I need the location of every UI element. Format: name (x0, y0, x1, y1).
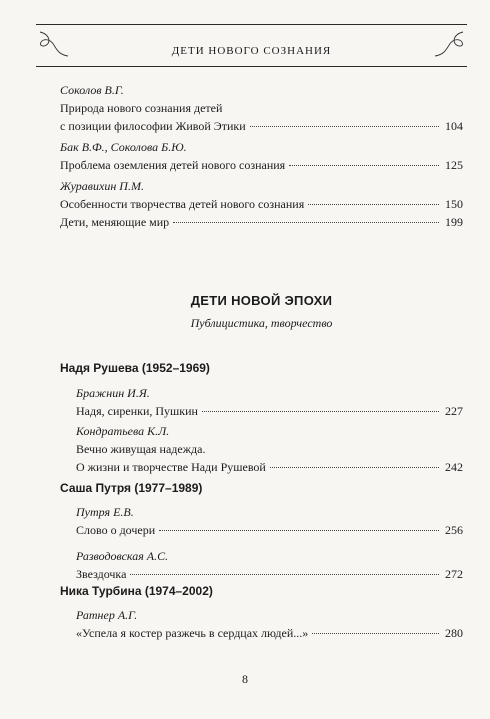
section-title: ДЕТИ НОВОЙ ЭПОХИ (190, 293, 333, 308)
dot-leader (130, 574, 439, 575)
entry-author: Путря Е.В. (76, 505, 134, 519)
dot-leader (289, 165, 439, 166)
header-rule-top (36, 24, 467, 25)
running-header-title: ДЕТИ НОВОГО СОЗНАНИЯ (171, 45, 332, 57)
entry-page-number: 280 (445, 626, 463, 640)
entry-title-line: Вечно живущая надежда. (76, 442, 206, 456)
entry-page-number: 150 (445, 197, 463, 211)
entry-author: Соколов В.Г. (60, 83, 124, 97)
toc-entry[interactable] (60, 213, 463, 231)
dot-leader (250, 126, 439, 127)
dot-leader (312, 633, 439, 634)
entry-title-line: с позиции философии Живой Этики (60, 119, 246, 133)
entry-author: Разводовская А.С. (76, 549, 169, 563)
entry-author: Бак В.Ф., Соколова Б.Ю. (60, 140, 187, 154)
entry-title-line: «Успела я костер разжечь в сердцах людей...» (76, 626, 309, 640)
entry-author: Бражнин И.Я. (76, 386, 150, 400)
entry-title-line: Надя, сиренки, Пушкин (76, 404, 198, 418)
header-flourish-right-ornament (425, 30, 465, 60)
person-heading: Саша Путря (1977–1989) (60, 481, 203, 495)
entry-title-line: Звездочка (76, 567, 127, 581)
entry-title-line: Слово о дочери (76, 523, 156, 537)
entry-page-number: 125 (445, 158, 463, 172)
entry-page-number: 272 (445, 567, 463, 581)
toc-entry[interactable] (76, 606, 463, 642)
toc-entry[interactable] (76, 547, 463, 583)
entry-title-line: О жизни и творчестве Нади Рушевой (76, 460, 266, 474)
toc-entry[interactable] (60, 138, 463, 174)
entry-title-line: Природа нового сознания детей (60, 101, 223, 115)
entry-page-number: 104 (445, 119, 463, 133)
dot-leader (308, 204, 439, 205)
entry-author: Кондратьева К.Л. (76, 424, 170, 438)
entry-author: Ратнер А.Г. (76, 608, 138, 622)
person-heading: Ника Турбина (1974–2002) (60, 584, 213, 598)
entry-title-line: Особенности творчества детей нового сознания (60, 197, 305, 211)
header-rule-bottom (36, 66, 467, 67)
dot-leader (159, 530, 439, 531)
entry-page-number: 227 (445, 404, 463, 418)
entry-title-line: Дети, меняющие мир (60, 215, 170, 229)
entry-page-number: 242 (445, 460, 463, 474)
dot-leader (202, 411, 439, 412)
entry-title-line: Проблема оземления детей нового сознания (60, 158, 286, 172)
dot-leader (270, 467, 439, 468)
toc-entry[interactable] (76, 384, 463, 420)
toc-entry[interactable] (76, 422, 463, 476)
toc-entry[interactable] (60, 81, 463, 135)
entry-page-number: 256 (445, 523, 463, 537)
dot-leader (173, 222, 439, 223)
toc-entry[interactable] (60, 177, 463, 213)
entry-author: Журавихин П.М. (60, 179, 144, 193)
entry-page-number: 199 (445, 215, 463, 229)
section-subtitle: Публицистика, творчество (190, 316, 333, 330)
person-heading: Надя Рушева (1952–1969) (60, 361, 210, 375)
toc-entry[interactable] (76, 503, 463, 539)
page-number: 8 (242, 672, 248, 686)
